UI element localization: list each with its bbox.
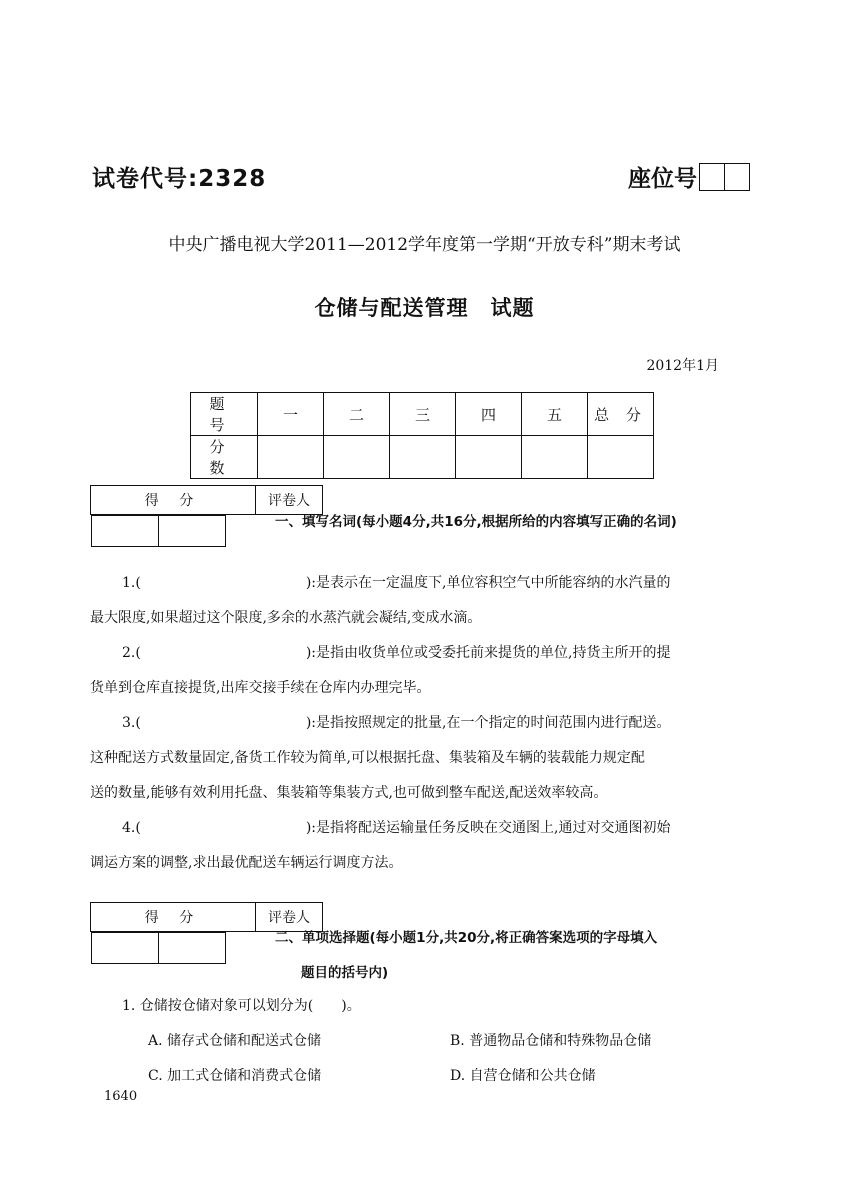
score-table-col: 四 xyxy=(456,393,522,436)
q3-line: 3.( ):是指按照规定的批量,在一个指定的时间范围内进行配送。 xyxy=(122,715,671,731)
score-cell[interactable] xyxy=(324,436,390,479)
seat-number xyxy=(628,160,750,193)
score-cell[interactable] xyxy=(588,436,654,479)
score-table-score-row xyxy=(191,436,654,479)
q4-line: 4.( ):是指将配送运输量任务反映在交通图上,通过对交通图初始 xyxy=(122,820,671,836)
section2-title-line1: 二、单项选择题(每小题1分,共20分,将正确答案选项的字母填入 xyxy=(275,930,658,946)
q4-cont: 调运方案的调整,求出最优配送车辆运行调度方法。 xyxy=(90,855,403,871)
score-table-col: 总 分 xyxy=(588,393,654,436)
section1-title: 一、填写名词(每小题4分,共16分,根据所给的内容填写正确的名词) xyxy=(275,514,677,530)
paper-code: 试卷代号:2328 xyxy=(92,166,267,192)
score-table-col: 五 xyxy=(522,393,588,436)
seat-number-box xyxy=(699,163,750,191)
section2-title-line2: 题目的括号内) xyxy=(301,965,389,981)
q3-cont-1: 这种配送方式数量固定,备货工作较为简单,可以根据托盘、集装箱及车辆的装载能力规定配 xyxy=(90,750,645,766)
score-table-header-row xyxy=(191,393,654,436)
q1-cont: 最大限度,如果超过这个限度,多余的水蒸汽就会凝结,变成水滴。 xyxy=(90,610,482,626)
grader-score-cell[interactable] xyxy=(91,933,158,964)
grader-name-label: 评卷人 xyxy=(256,486,323,515)
q2-cont: 货单到仓库直接提货,出库交接手续在仓库内办理完毕。 xyxy=(90,680,431,696)
exam-title: 仓储与配送管理 试题 xyxy=(314,296,535,320)
q1-line: 1.( ):是表示在一定温度下,单位容积空气中所能容纳的水汽量的 xyxy=(122,575,671,591)
grader-name-label: 评卷人 xyxy=(256,903,323,932)
grader-score-cell[interactable] xyxy=(91,516,158,547)
grader-score-label: 得 分 xyxy=(91,903,256,932)
page-number: 1640 xyxy=(104,1089,138,1104)
score-table-col: 二 xyxy=(324,393,390,436)
exam-date: 2012年1月 xyxy=(646,358,719,374)
grader-name-cell[interactable] xyxy=(158,933,225,964)
score-table xyxy=(190,392,654,479)
seat-label: 座位号 xyxy=(628,166,697,192)
section1-items xyxy=(90,566,758,881)
score-cell[interactable] xyxy=(456,436,522,479)
score-table-row-label: 题 号 xyxy=(191,393,258,436)
university-line: 中央广播电视大学2011—2012学年度第一学期“开放专科”期末考试 xyxy=(168,235,681,255)
section2-question-1: 1. 仓储按仓储对象可以划分为( )。 xyxy=(122,998,361,1014)
option-c[interactable]: C. 加工式仓储和消费式仓储 xyxy=(148,1068,322,1084)
score-table-col: 三 xyxy=(390,393,456,436)
score-cell[interactable] xyxy=(258,436,324,479)
score-cell[interactable] xyxy=(522,436,588,479)
q2-line: 2.( ):是指由收货单位或受委托前来提货的单位,持货主所开的提 xyxy=(122,645,671,661)
score-cell[interactable] xyxy=(390,436,456,479)
score-table-row-label: 分 数 xyxy=(191,436,258,479)
grader-score-label: 得 分 xyxy=(91,486,256,515)
grader-name-cell[interactable] xyxy=(158,516,225,547)
option-d[interactable]: D. 自营仓储和公共仓储 xyxy=(450,1068,596,1084)
option-b[interactable]: B. 普通物品仓储和特殊物品仓储 xyxy=(450,1033,652,1049)
q3-cont-2: 送的数量,能够有效利用托盘、集装箱等集装方式,也可做到整车配送,配送效率较高。 xyxy=(90,785,608,801)
option-a[interactable]: A. 储存式仓储和配送式仓储 xyxy=(148,1033,322,1049)
score-table-col: 一 xyxy=(258,393,324,436)
